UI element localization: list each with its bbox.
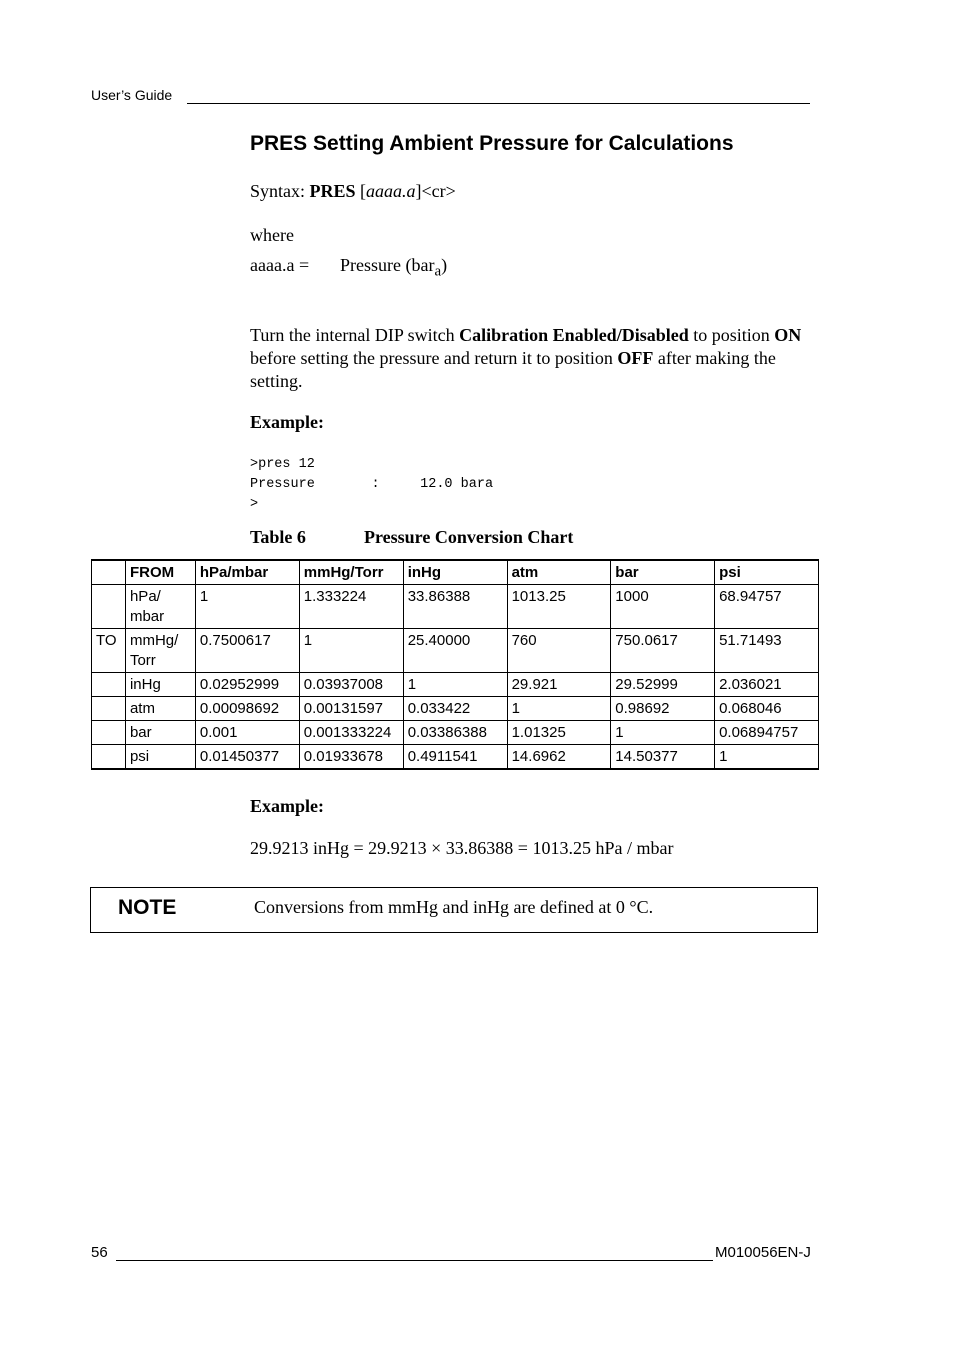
parameter-definition bbox=[250, 255, 447, 281]
value-cell: 0.068046 bbox=[715, 697, 819, 721]
table-caption-title: Pressure Conversion Chart bbox=[364, 527, 574, 547]
value-cell: 0.00131597 bbox=[299, 697, 403, 721]
parameter-name: aaaa.a = bbox=[250, 255, 310, 275]
section-title: PRES Setting Ambient Pressure for Calculations bbox=[250, 132, 734, 155]
header-cell: psi bbox=[715, 560, 819, 585]
table-row bbox=[92, 745, 819, 770]
running-header: User’s Guide bbox=[91, 87, 173, 103]
para-bold-3: OFF bbox=[617, 348, 654, 368]
table-caption-label: Table 6 bbox=[250, 527, 306, 547]
value-cell: 0.001333224 bbox=[299, 721, 403, 745]
value-cell: 1 bbox=[611, 721, 715, 745]
value-cell: 29.52999 bbox=[611, 673, 715, 697]
value-cell: 760 bbox=[507, 629, 611, 673]
table-row bbox=[92, 697, 819, 721]
row-unit-cell: mmHg/ Torr bbox=[125, 629, 195, 673]
value-cell: 0.7500617 bbox=[195, 629, 299, 673]
to-cell: TO bbox=[92, 629, 126, 673]
value-cell: 0.01933678 bbox=[299, 745, 403, 770]
syntax-open: [ bbox=[355, 181, 367, 201]
para-bold-1: Calibration Enabled/Disabled bbox=[459, 325, 689, 345]
value-cell: 1000 bbox=[611, 585, 715, 629]
value-cell: 0.06894757 bbox=[715, 721, 819, 745]
table-caption bbox=[250, 527, 573, 548]
value-cell: 1 bbox=[715, 745, 819, 770]
value-cell: 0.4911541 bbox=[403, 745, 507, 770]
row-unit-cell: bar bbox=[125, 721, 195, 745]
para-text-1: Turn the internal DIP switch bbox=[250, 325, 460, 345]
table-row bbox=[92, 629, 819, 673]
where-label: where bbox=[250, 225, 294, 245]
value-cell: 0.00098692 bbox=[195, 697, 299, 721]
table-row bbox=[92, 721, 819, 745]
note-label: NOTE bbox=[118, 896, 177, 919]
row-unit-cell: hPa/ mbar bbox=[125, 585, 195, 629]
instruction-paragraph bbox=[250, 324, 822, 393]
syntax-param: aaaa.a bbox=[366, 181, 416, 201]
table-row bbox=[92, 585, 819, 629]
value-cell: 14.50377 bbox=[611, 745, 715, 770]
to-cell bbox=[92, 585, 126, 629]
example-heading-1: Example: bbox=[250, 412, 324, 432]
value-cell: 68.94757 bbox=[715, 585, 819, 629]
value-cell: 1 bbox=[299, 629, 403, 673]
parameter-desc: Pressure (bar bbox=[340, 255, 435, 275]
document-code: M010056EN-J bbox=[715, 1244, 811, 1261]
to-cell bbox=[92, 721, 126, 745]
row-unit-cell: inHg bbox=[125, 673, 195, 697]
header-cell: bar bbox=[611, 560, 715, 585]
value-cell: 51.71493 bbox=[715, 629, 819, 673]
example-heading-2: Example: bbox=[250, 796, 324, 816]
header-cell: hPa/mbar bbox=[195, 560, 299, 585]
value-cell: 1.01325 bbox=[507, 721, 611, 745]
value-cell: 0.01450377 bbox=[195, 745, 299, 770]
para-text-3: before setting the pressure and return it to position bbox=[250, 348, 618, 368]
value-cell: 14.6962 bbox=[507, 745, 611, 770]
table-body bbox=[92, 585, 819, 770]
header-rule bbox=[187, 103, 810, 104]
value-cell: 0.02952999 bbox=[195, 673, 299, 697]
value-cell: 2.036021 bbox=[715, 673, 819, 697]
table-header-row bbox=[92, 560, 819, 585]
row-unit-cell: atm bbox=[125, 697, 195, 721]
header-cell bbox=[92, 560, 126, 585]
to-cell bbox=[92, 673, 126, 697]
to-cell bbox=[92, 745, 126, 770]
header-cell: FROM bbox=[125, 560, 195, 585]
syntax-line bbox=[250, 181, 456, 202]
row-unit-cell: psi bbox=[125, 745, 195, 770]
conversion-formula: 29.9213 inHg = 29.9213 × 33.86388 = 1013.25 hPa / mbar bbox=[250, 838, 674, 858]
para-bold-2: ON bbox=[774, 325, 802, 345]
value-cell: 25.40000 bbox=[403, 629, 507, 673]
value-cell: 0.03937008 bbox=[299, 673, 403, 697]
value-cell: 1 bbox=[507, 697, 611, 721]
header-cell: atm bbox=[507, 560, 611, 585]
code-example: >pres 12 Pressure : 12.0 bara > bbox=[250, 457, 494, 512]
value-cell: 0.03386388 bbox=[403, 721, 507, 745]
syntax-close: ]<cr> bbox=[415, 181, 456, 201]
page-number: 56 bbox=[91, 1244, 108, 1261]
value-cell: 33.86388 bbox=[403, 585, 507, 629]
para-text-2: to position bbox=[688, 325, 775, 345]
value-cell: 1.333224 bbox=[299, 585, 403, 629]
value-cell: 1 bbox=[195, 585, 299, 629]
header-cell: inHg bbox=[403, 560, 507, 585]
parameter-desc-end: ) bbox=[441, 255, 448, 275]
to-cell bbox=[92, 697, 126, 721]
para-text-4: after making the setting. bbox=[250, 348, 776, 391]
value-cell: 29.921 bbox=[507, 673, 611, 697]
value-cell: 0.033422 bbox=[403, 697, 507, 721]
header-cell: mmHg/Torr bbox=[299, 560, 403, 585]
note-text: Conversions from mmHg and inHg are defined at 0 °C. bbox=[254, 897, 654, 917]
value-cell: 1 bbox=[403, 673, 507, 697]
note-box bbox=[90, 887, 818, 933]
value-cell: 0.001 bbox=[195, 721, 299, 745]
value-cell: 0.98692 bbox=[611, 697, 715, 721]
parameter-desc-subscript: a bbox=[434, 263, 442, 280]
syntax-command: PRES bbox=[309, 181, 356, 201]
table-row bbox=[92, 673, 819, 697]
syntax-label: Syntax: bbox=[250, 181, 310, 201]
footer-rule bbox=[116, 1260, 713, 1261]
conversion-table bbox=[91, 559, 819, 770]
value-cell: 750.0617 bbox=[611, 629, 715, 673]
value-cell: 1013.25 bbox=[507, 585, 611, 629]
